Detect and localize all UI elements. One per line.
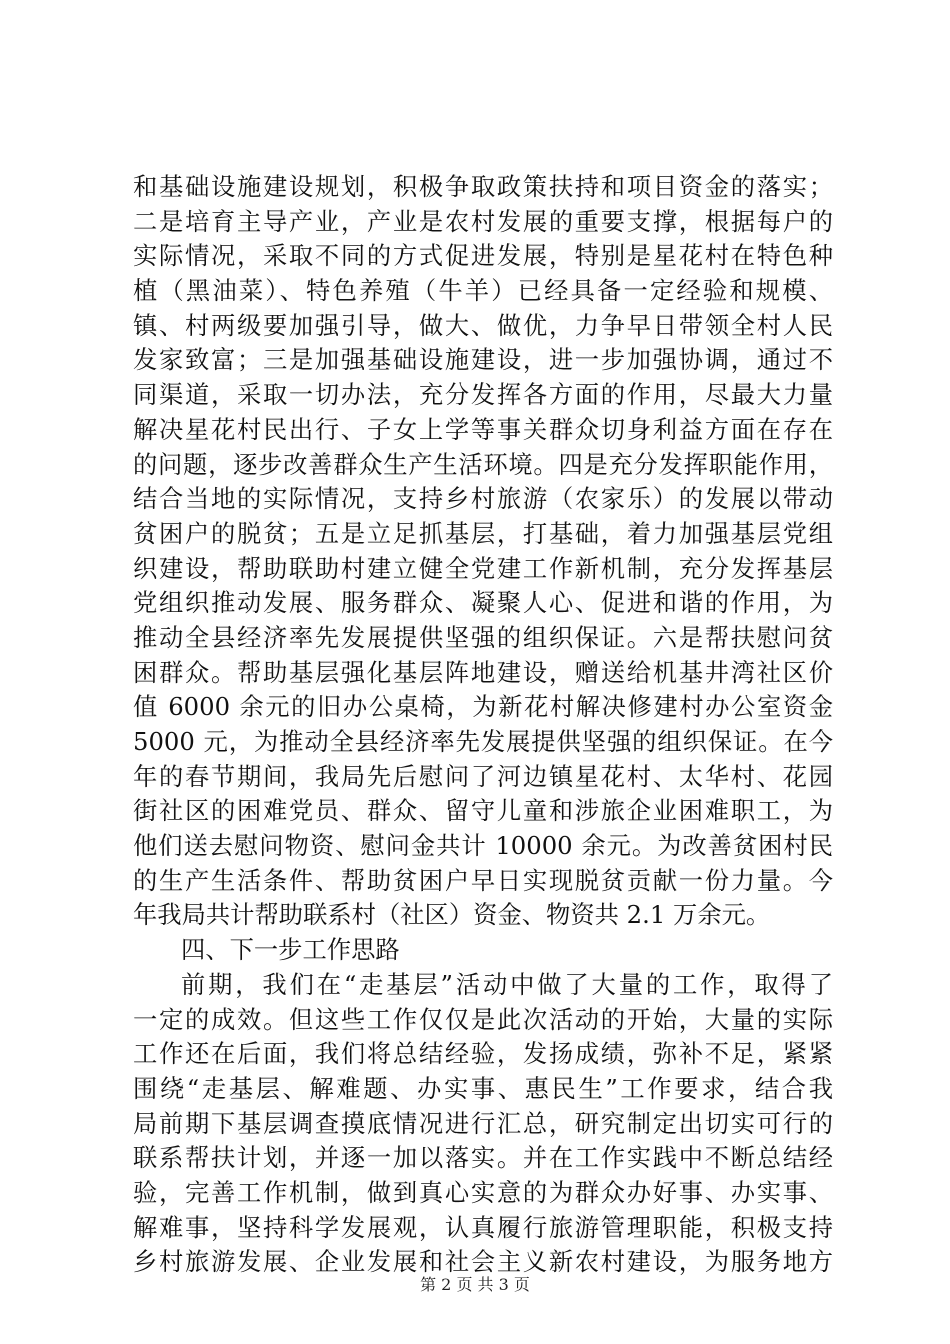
text-line: 验，完善工作机制，做到真心实意的为群众办好事、办实事、 bbox=[133, 1177, 833, 1207]
text-line: 的生产生活条件、帮助贫困户早日实现脱贫贡献一份力量。今 bbox=[133, 865, 833, 895]
text-line: 局前期下基层调查摸底情况进行汇总，研究制定出切实可行的 bbox=[133, 1108, 833, 1138]
text-line: 结合当地的实际情况，支持乡村旅游（农家乐）的发展以带动 bbox=[133, 484, 833, 514]
text-line: 他们送去慰问物资、慰问金共计 10000 余元。为改善贫困村民 bbox=[133, 831, 833, 861]
section-heading: 四、下一步工作思路 bbox=[181, 935, 400, 965]
text-line: 工作还在后面，我们将总结经验，发扬成绩，弥补不足，紧紧 bbox=[133, 1039, 833, 1069]
text-line: 同渠道，采取一切办法，充分发挥各方面的作用，尽最大力量 bbox=[133, 380, 833, 410]
text-line: 解难事，坚持科学发展观，认真履行旅游管理职能，积极支持 bbox=[133, 1212, 833, 1242]
text-line: 推动全县经济率先发展提供坚强的组织保证。六是帮扶慰问贫 bbox=[133, 622, 833, 652]
text-line: 困群众。帮助基层强化基层阵地建设，赠送给机基井湾社区价 bbox=[133, 657, 833, 687]
text-line: 和基础设施建设规划，积极争取政策扶持和项目资金的落实； bbox=[133, 172, 833, 201]
text-line: 乡村旅游发展、企业发展和社会主义新农村建设，为服务地方 bbox=[133, 1247, 833, 1277]
text-line: 党组织推动发展、服务群众、凝聚人心、促进和谐的作用，为 bbox=[133, 588, 833, 618]
page-footer: 第 2 页 共 3 页 bbox=[420, 1275, 530, 1294]
text-line: 值 6000 余元的旧办公桌椅，为新花村解决修建村办公室资金 bbox=[133, 692, 833, 722]
text-line: 实际情况，采取不同的方式促进发展，特别是星花村在特色种 bbox=[133, 241, 833, 271]
text-line: 联系帮扶计划，并逐一加以落实。并在工作实践中不断总结经 bbox=[133, 1143, 833, 1173]
text-line: 织建设，帮助联助村建立健全党建工作新机制，充分发挥基层 bbox=[133, 553, 833, 583]
text-line: 二是培育主导产业，产业是农村发展的重要支撑，根据每户的 bbox=[133, 206, 833, 236]
text-line: 5000 元，为推动全县经济率先发展提供坚强的组织保证。在今 bbox=[133, 727, 833, 756]
text-line: 的问题，逐步改善群众生产生活环境。四是充分发挥职能作用， bbox=[133, 449, 833, 479]
document-body bbox=[133, 170, 833, 1280]
text-line: 植（黑油菜）、特色养殖（牛羊）已经具备一定经验和规模、 bbox=[133, 276, 833, 306]
text-line: 围绕“走基层、解难题、办实事、惠民生”工作要求，结合我 bbox=[133, 1073, 833, 1103]
text-line: 年我局共计帮助联系村（社区）资金、物资共 2.1 万余元。 bbox=[133, 900, 771, 930]
text-line: 街社区的困难党员、群众、留守儿童和涉旅企业困难职工，为 bbox=[133, 796, 833, 826]
text-line: 年的春节期间，我局先后慰问了河边镇星花村、太华村、花园 bbox=[133, 761, 833, 791]
text-line: 前期，我们在“走基层”活动中做了大量的工作，取得了 bbox=[181, 969, 833, 999]
text-line: 发家致富；三是加强基础设施建设，进一步加强协调，通过不 bbox=[133, 345, 833, 375]
text-line: 解决星花村民出行、子女上学等事关群众切身利益方面在存在 bbox=[133, 414, 833, 444]
text-line: 镇、村两级要加强引导，做大、做优，力争早日带领全村人民 bbox=[133, 310, 833, 340]
text-line: 贫困户的脱贫；五是立足抓基层，打基础，着力加强基层党组 bbox=[133, 518, 833, 548]
text-line: 一定的成效。但这些工作仅仅是此次活动的开始，大量的实际 bbox=[133, 1004, 833, 1034]
